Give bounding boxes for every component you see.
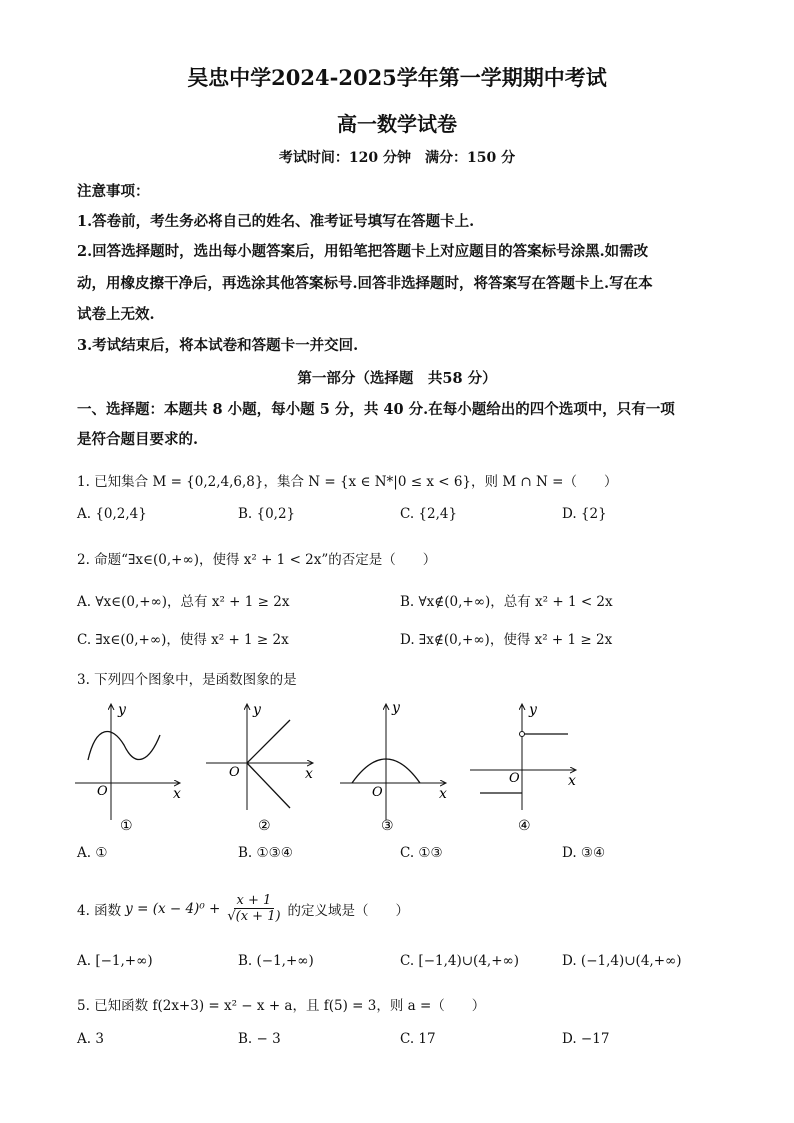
notice-item-2-line-1: 2.回答选择题时，选出每小题答案后，用铅笔把答题卡上对应题目的答案标号涂黑.如需改 (77, 243, 649, 260)
graph-2-y-label: y (253, 702, 261, 718)
notice-item-2-line-2: 动，用橡皮擦干净后，再选涂其他答案标号.回答非选择题时，将答案写在答题卡上.写在本 (77, 275, 653, 292)
q5-option-c: C. 17 (400, 1031, 436, 1047)
q2-option-a: A. ∀x∈(0,+∞)，总有 x² + 1 ≥ 2x (77, 594, 290, 610)
q4-fraction (224, 893, 283, 924)
notice-item-1: 1.答卷前，考生务必将自己的姓名、准考证号填写在答题卡上. (77, 213, 475, 230)
q4-stem (77, 893, 409, 924)
q5-option-d: D. −17 (562, 1031, 610, 1047)
exam-subtitle: 高一数学试卷 (337, 112, 457, 136)
graph-1-label: ① (120, 818, 133, 834)
q4-stem-suffix: 的定义域是（ ） (287, 902, 410, 919)
graph-3-y-label: y (392, 700, 400, 716)
q4-function: y = (x − 4)⁰ + (125, 900, 221, 917)
q1-stem: 1. 已知集合 M = {0,2,4,6,8}，集合 N = {x ∈ N*|0 ≤ x < 6}，则 M ∩ N =（ ） (77, 474, 618, 490)
notice-item-2-line-3: 试卷上无效. (77, 306, 155, 323)
q4-fraction-numerator: x + 1 (234, 893, 275, 909)
graph-1-origin: O (97, 784, 108, 799)
section-instructions-line-2: 是符合题目要求的. (77, 431, 199, 448)
graph-1-curve (88, 731, 160, 760)
exam-title: 吴忠中学2024-2025学年第一学期期中考试 (187, 65, 607, 90)
graph-2-upper-ray (247, 720, 290, 763)
q4-option-c: C. [−1,4)∪(4,+∞) (400, 953, 520, 969)
exam-info: 考试时间：120 分钟 满分：150 分 (278, 150, 516, 166)
graph-2 (206, 702, 313, 834)
graph-4-label: ④ (518, 818, 531, 834)
q3-graphs-figure (0, 690, 794, 840)
q4-option-b: B. (−1,+∞) (238, 953, 314, 969)
graph-3-label: ③ (381, 818, 394, 834)
q5-option-b: B. − 3 (238, 1031, 281, 1047)
q3-stem: 3. 下列四个图象中，是函数图象的是 (77, 672, 297, 688)
graph-2-x-label: x (305, 766, 313, 782)
q5-stem: 5. 已知函数 f(2x+3) = x² − x + a，且 f(5) = 3，则 a =（ ） (77, 998, 486, 1014)
q3-option-b: B. ①③④ (238, 845, 293, 861)
graph-3-x-label: x (439, 786, 447, 802)
graph-1-x-label: x (173, 786, 181, 802)
graph-1-y-label: y (118, 702, 126, 718)
q2-option-d: D. ∃x∉(0,+∞)，使得 x² + 1 ≥ 2x (400, 632, 613, 648)
q4-fraction-denominator: √(x + 1) (227, 909, 281, 924)
q1-option-d: D. {2} (562, 506, 607, 522)
q3-option-d: D. ③④ (562, 845, 606, 861)
graph-4-x-label: x (568, 773, 576, 789)
q1-option-a: A. {0,2,4} (77, 506, 147, 522)
graph-1 (75, 702, 181, 834)
q4-option-a: A. [−1,+∞) (77, 953, 153, 969)
q3-option-c: C. ①③ (400, 845, 443, 861)
q4-stem-prefix: 4. 函数 (77, 902, 122, 919)
graph-4 (470, 702, 576, 834)
graph-4-origin: O (509, 771, 520, 786)
q1-option-b: B. {0,2} (238, 506, 296, 522)
q5-option-a: A. 3 (77, 1031, 104, 1047)
notice-heading: 注意事项： (77, 183, 150, 200)
q4-option-d: D. (−1,4)∪(4,+∞) (562, 953, 682, 969)
q2-option-b: B. ∀x∉(0,+∞)，总有 x² + 1 < 2x (400, 594, 613, 610)
part1-heading: 第一部分（选择题 共58 分） (297, 370, 497, 387)
notice-item-3: 3.考试结束后，将本试卷和答题卡一并交回. (77, 337, 359, 354)
section-instructions-line-1: 一、选择题：本题共 8 小题，每小题 5 分，共 40 分.在每小题给出的四个选项中，只有一项 (77, 401, 675, 418)
graph-2-label: ② (258, 818, 271, 834)
q1-option-c: C. {2,4} (400, 506, 458, 522)
graph-3 (340, 700, 447, 834)
q3-option-a: A. ① (77, 845, 108, 861)
graph-4-open-point (520, 732, 525, 737)
q2-option-c: C. ∃x∈(0,+∞)，使得 x² + 1 ≥ 2x (77, 632, 289, 648)
graph-2-lower-ray (247, 763, 290, 808)
graph-2-origin: O (229, 765, 240, 780)
q2-stem: 2. 命题“∃x∈(0,+∞)，使得 x² + 1 < 2x”的否定是（ ） (77, 552, 437, 568)
graph-3-origin: O (372, 785, 383, 800)
graph-4-y-label: y (529, 702, 537, 718)
